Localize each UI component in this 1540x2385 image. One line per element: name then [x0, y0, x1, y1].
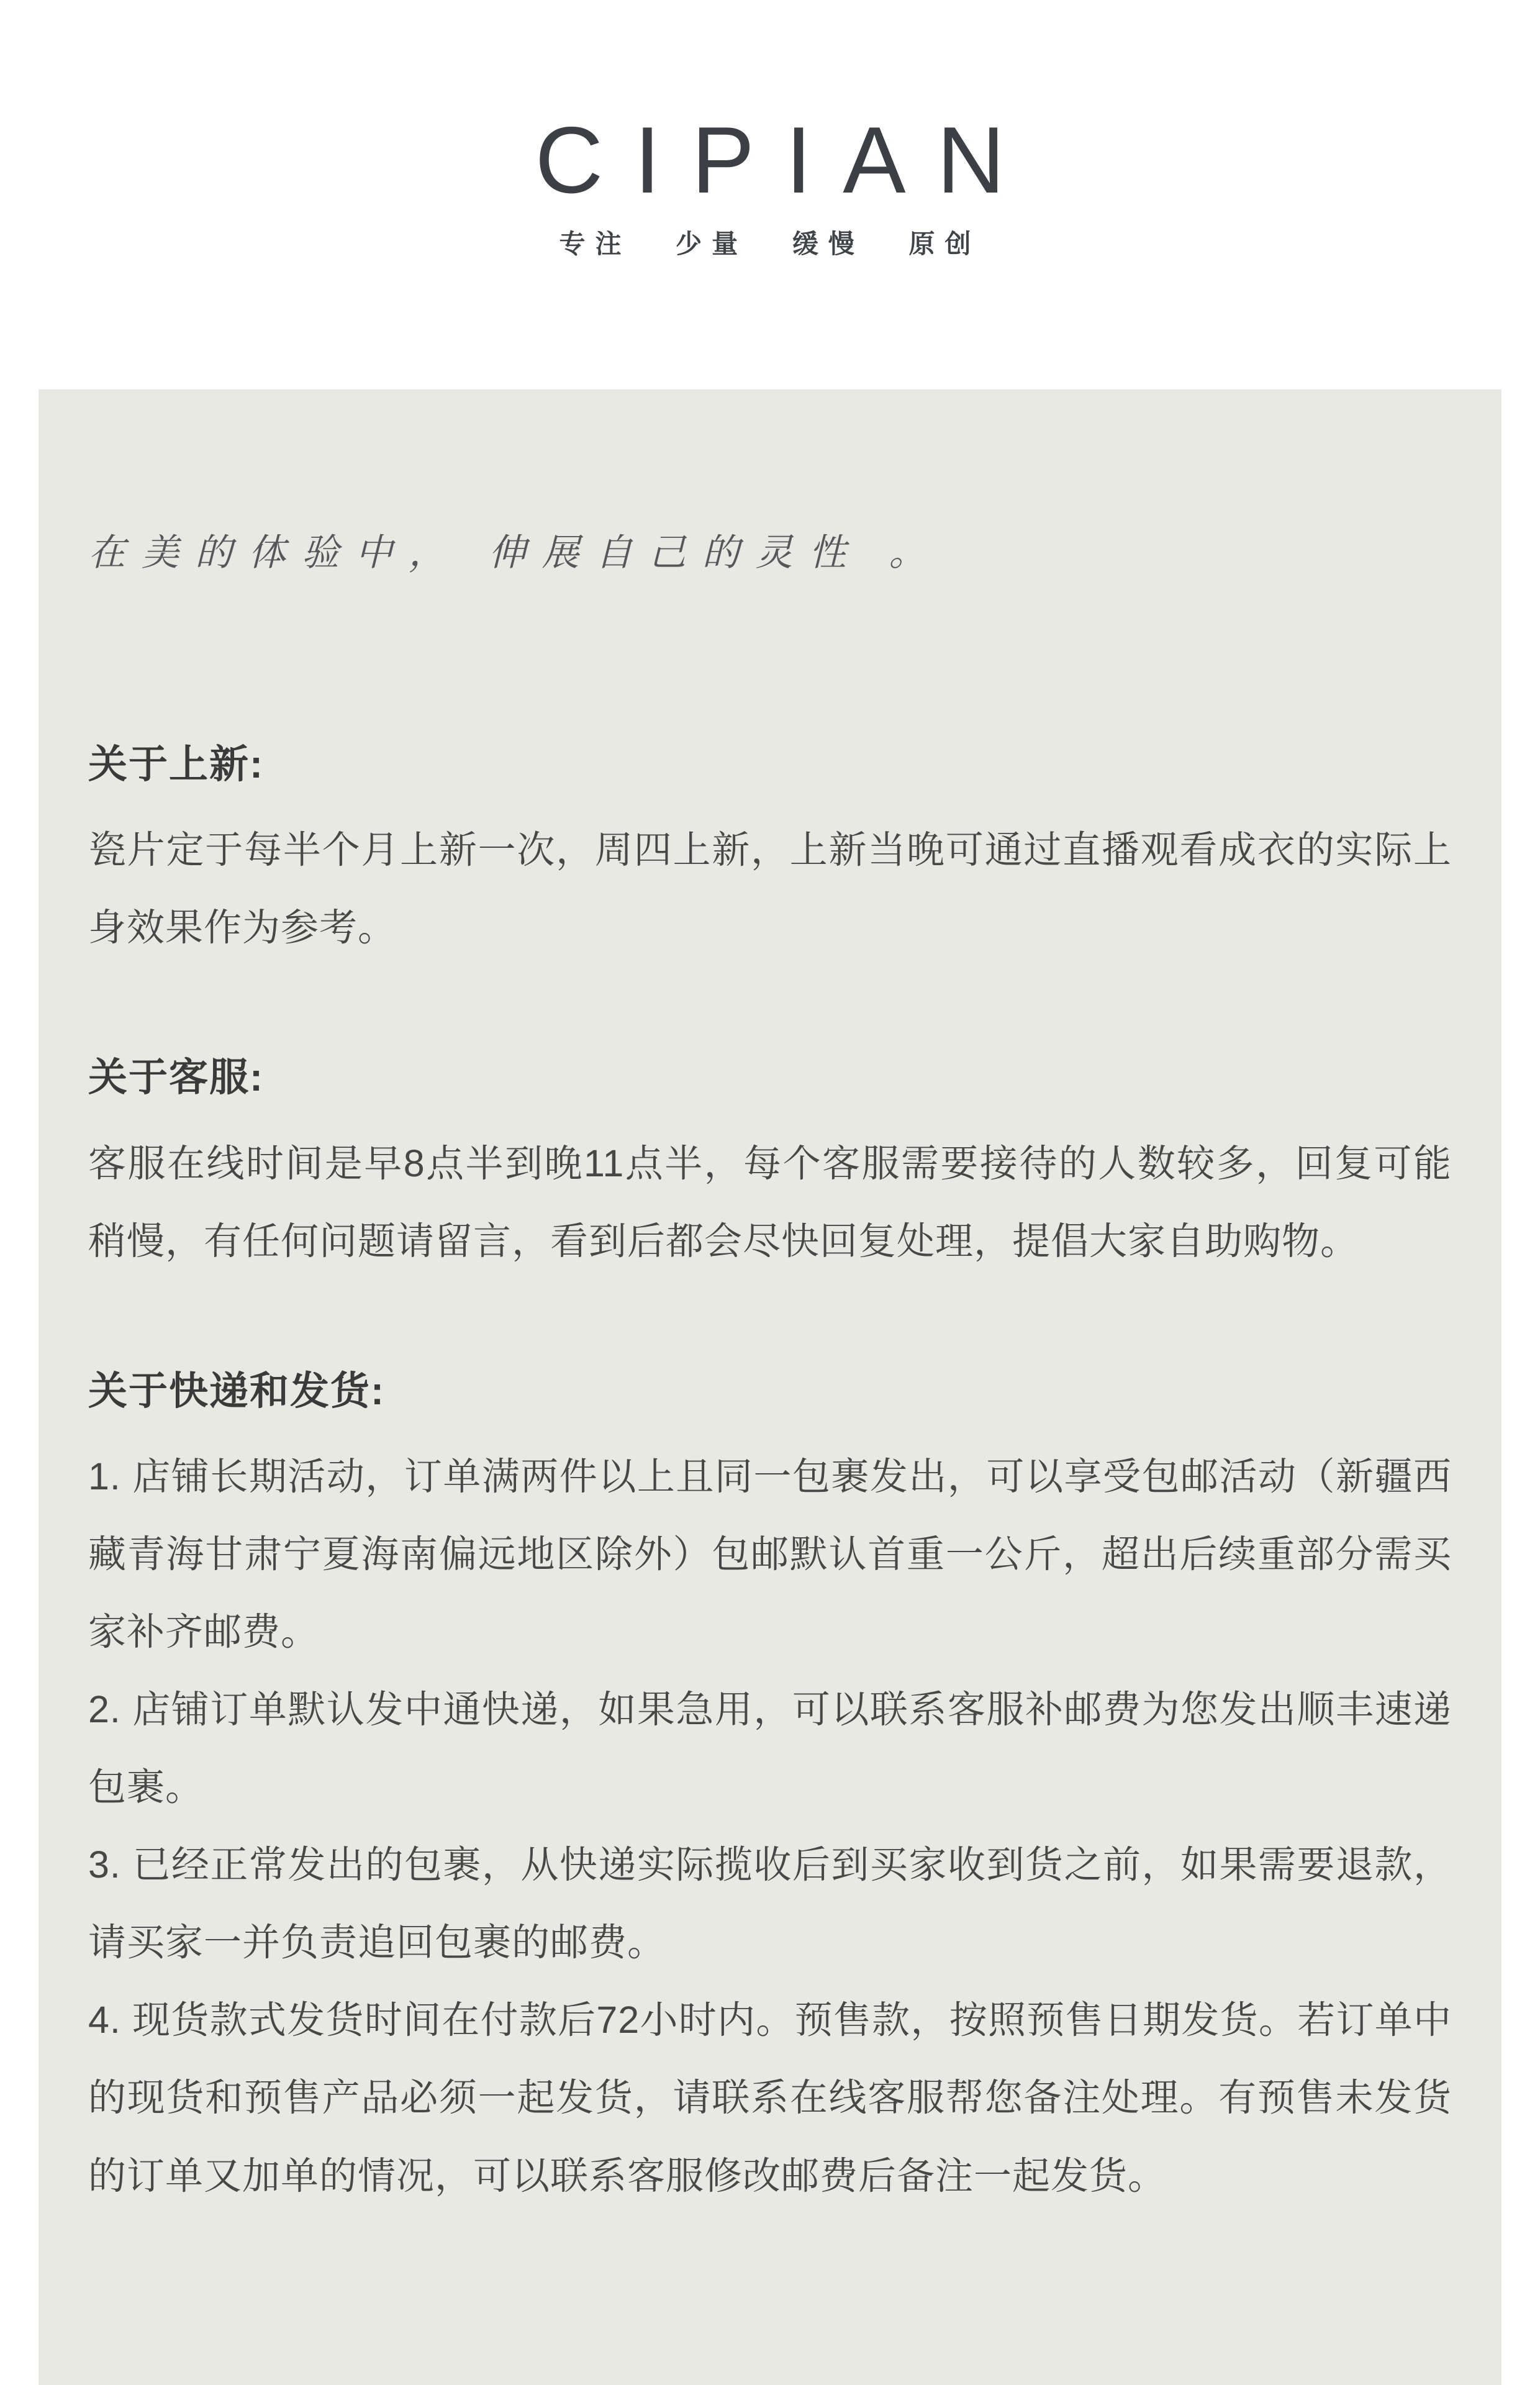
brand-header: [0, 0, 1540, 260]
brand-logo: CIPIAN: [535, 107, 1036, 213]
section-shipping-heading: 关于快递和发货:: [88, 1369, 385, 1413]
info-card: [38, 389, 1502, 2385]
section-shipping-item-3: 3. 已经正常发出的包裹，从快递实际揽收后到买家收到货之前，如果需要退款，请买家一并负责追回包裹的邮费。: [88, 1843, 1452, 1964]
section-shipping-item-4: 4. 现货款式发货时间在付款后72小时内。预售款，按照预售日期发货。若订单中的现货和预售产品必须一起发货，请联系在线客服帮您备注处理。有预售未发货的订单又加单的情况，可以联系客服修改邮费后备注一起发货。: [88, 1999, 1452, 2197]
section-new-arrivals-paragraph: 瓷片定于每半个月上新一次，周四上新，上新当晚可通过直播观看成衣的实际上身效果作为参考。: [88, 829, 1452, 949]
section-shipping: [88, 1370, 1452, 2215]
brand-slogan: 专注 少量 缓慢 原创: [559, 229, 981, 259]
tagline: 在美的体验中， 伸展自己的灵性 。: [88, 532, 943, 573]
section-shipping-item-2: 2. 店铺订单默认发中通快递，如果急用，可以联系客服补邮费为您发出顺丰速递包裹。: [88, 1688, 1452, 1809]
section-new-arrivals-heading: 关于上新:: [88, 743, 264, 786]
section-customer-service-heading: 关于客服:: [88, 1056, 264, 1100]
section-customer-service: [88, 1056, 1452, 1279]
section-customer-service-paragraph: 客服在线时间是早8点半到晚11点半，每个客服需要接待的人数较多，回复可能稍慢，有任何问题请留言，看到后都会尽快回复处理，提倡大家自助购物。: [88, 1142, 1452, 1262]
section-new-arrivals: [88, 743, 1452, 966]
section-shipping-item-1: 1. 店铺长期活动，订单满两件以上且同一包裹发出，可以享受包邮活动（新疆西藏青海甘肃宁夏海南偏远地区除外）包邮默认首重一公斤，超出后续重部分需买家补齐邮费。: [88, 1455, 1452, 1653]
